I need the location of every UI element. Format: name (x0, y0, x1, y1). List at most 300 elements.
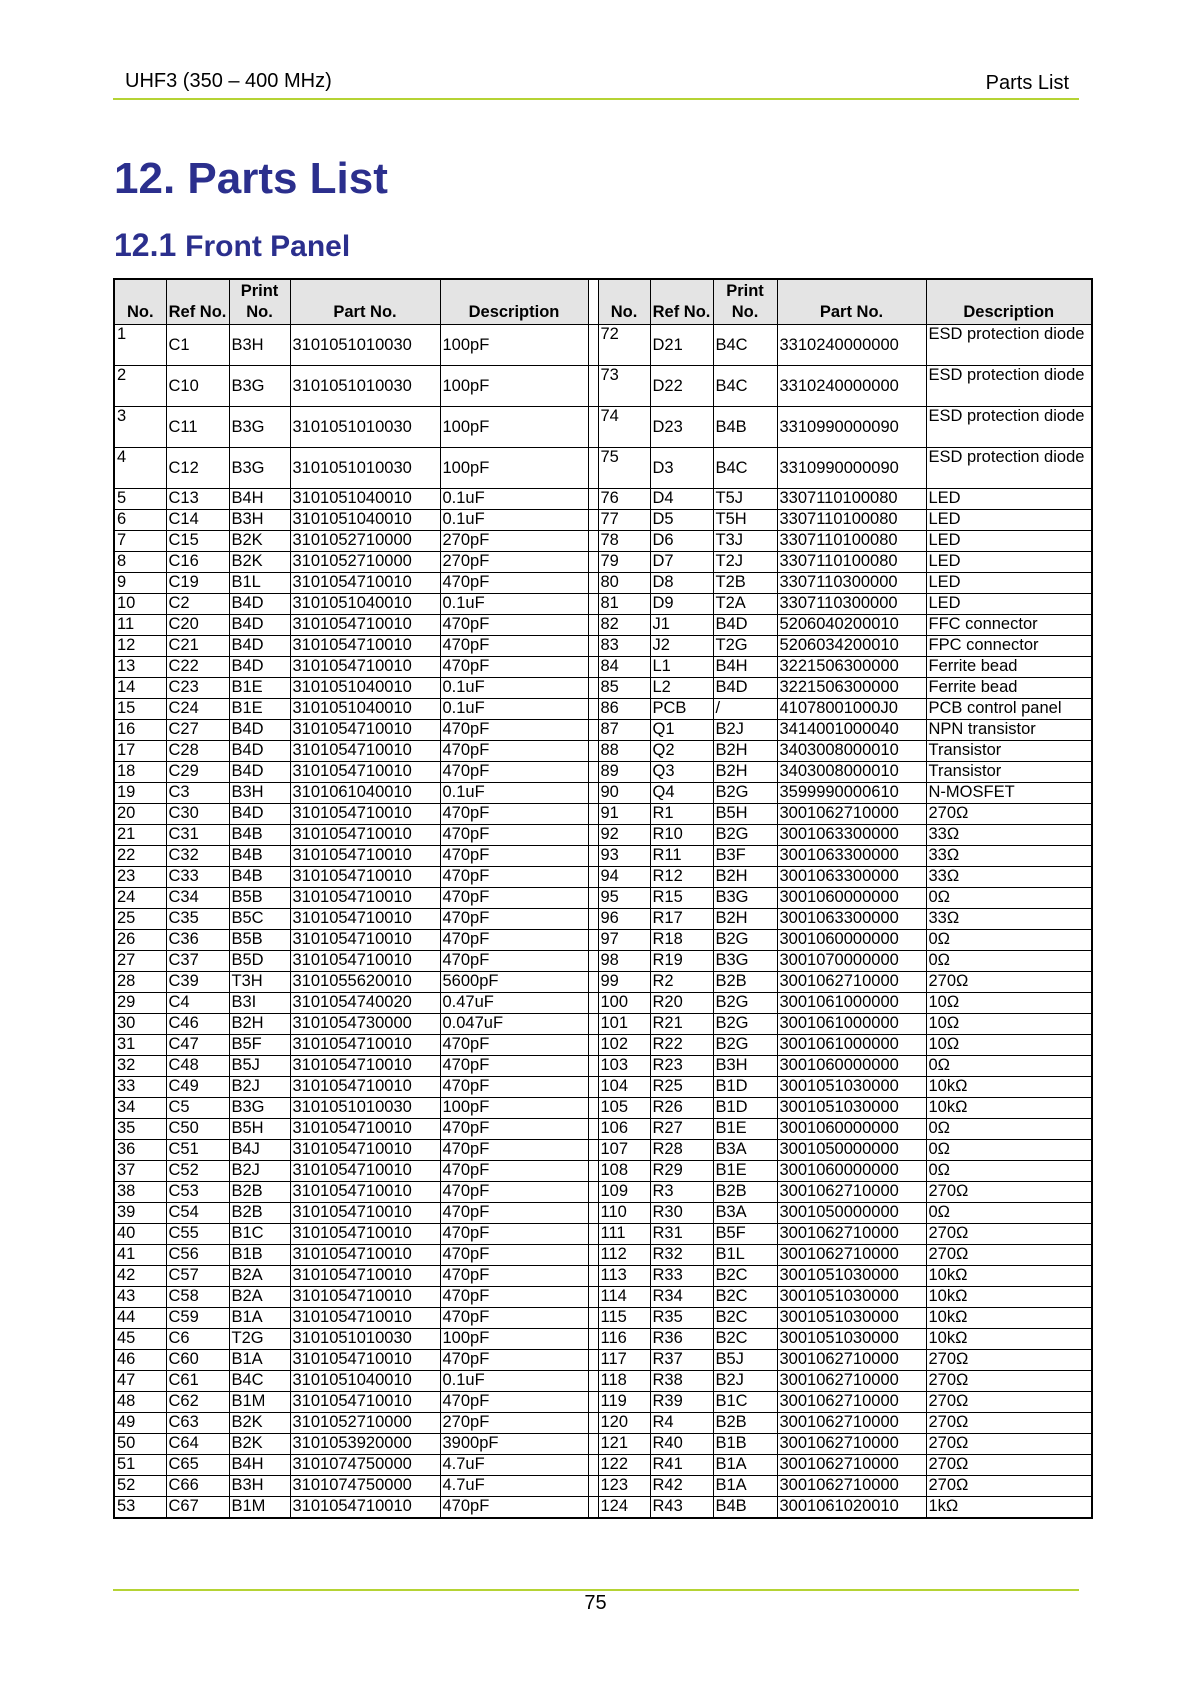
cell-ref-no: C66 (166, 1476, 229, 1497)
cell-description: 0.1uF (440, 699, 588, 720)
cell-part-no: 3001051030000 (777, 1077, 926, 1098)
cell-description: 10kΩ (926, 1329, 1092, 1350)
cell-description: LED (926, 510, 1092, 531)
cell-no: 114 (598, 1287, 650, 1308)
section-title (114, 227, 350, 264)
table-row (114, 1308, 1092, 1329)
cell-part-no: 3001061020010 (777, 1497, 926, 1519)
cell-part-no: 3310240000000 (777, 325, 926, 366)
cell-ref-no: R3 (650, 1182, 713, 1203)
cell-part-no: 3101051010030 (290, 366, 440, 407)
cell-description: 470pF (440, 846, 588, 867)
cell-no: 3 (114, 407, 166, 448)
cell-print-no: B5J (713, 1350, 777, 1371)
column-gap (588, 720, 598, 741)
cell-description: 0Ω (926, 1161, 1092, 1182)
col-header-part-no: Part No. (290, 279, 440, 325)
cell-ref-no: R27 (650, 1119, 713, 1140)
cell-print-no: B1D (713, 1077, 777, 1098)
column-gap (588, 366, 598, 407)
cell-part-no: 3001060000000 (777, 930, 926, 951)
column-gap (588, 1329, 598, 1350)
column-gap (588, 1203, 598, 1224)
cell-part-no: 3101052710000 (290, 552, 440, 573)
table-row (114, 804, 1092, 825)
cell-description: 470pF (440, 1308, 588, 1329)
cell-part-no: 3001063300000 (777, 909, 926, 930)
column-gap (588, 825, 598, 846)
cell-ref-no: C57 (166, 1266, 229, 1287)
cell-part-no: 3101054710010 (290, 1266, 440, 1287)
cell-ref-no: C30 (166, 804, 229, 825)
cell-no: 111 (598, 1224, 650, 1245)
cell-part-no: 3001062710000 (777, 1245, 926, 1266)
cell-print-no: B5H (713, 804, 777, 825)
cell-part-no: 3101051040010 (290, 678, 440, 699)
cell-part-no: 3599990000610 (777, 783, 926, 804)
cell-no: 7 (114, 531, 166, 552)
cell-print-no: B1E (713, 1119, 777, 1140)
table-row (114, 657, 1092, 678)
cell-no: 44 (114, 1308, 166, 1329)
cell-part-no: 3101054710010 (290, 1119, 440, 1140)
cell-ref-no: D22 (650, 366, 713, 407)
cell-description: 33Ω (926, 909, 1092, 930)
cell-no: 115 (598, 1308, 650, 1329)
table-row (114, 930, 1092, 951)
cell-ref-no: C12 (166, 448, 229, 489)
cell-ref-no: C5 (166, 1098, 229, 1119)
cell-print-no: B4B (229, 846, 290, 867)
cell-part-no: 3310990000090 (777, 448, 926, 489)
cell-part-no: 3101054710010 (290, 1077, 440, 1098)
cell-part-no: 3101054710010 (290, 1182, 440, 1203)
cell-ref-no: R17 (650, 909, 713, 930)
cell-no: 15 (114, 699, 166, 720)
cell-print-no: B4D (229, 615, 290, 636)
cell-ref-no: C10 (166, 366, 229, 407)
cell-no: 89 (598, 762, 650, 783)
cell-description: 33Ω (926, 846, 1092, 867)
cell-ref-no: C31 (166, 825, 229, 846)
column-gap (588, 636, 598, 657)
cell-part-no: 3307110100080 (777, 489, 926, 510)
column-gap (588, 993, 598, 1014)
cell-print-no: B2B (229, 1182, 290, 1203)
cell-ref-no: C56 (166, 1245, 229, 1266)
table-row (114, 407, 1092, 448)
cell-description: 470pF (440, 1497, 588, 1519)
cell-description: 470pF (440, 1392, 588, 1413)
cell-ref-no: C11 (166, 407, 229, 448)
cell-part-no: 3221506300000 (777, 657, 926, 678)
cell-description: LED (926, 531, 1092, 552)
column-gap (588, 699, 598, 720)
cell-print-no: B4B (713, 407, 777, 448)
cell-no: 103 (598, 1056, 650, 1077)
cell-no: 108 (598, 1161, 650, 1182)
table-row (114, 720, 1092, 741)
cell-ref-no: R19 (650, 951, 713, 972)
cell-description: 270Ω (926, 972, 1092, 993)
cell-no: 40 (114, 1224, 166, 1245)
cell-no: 45 (114, 1329, 166, 1350)
table-row (114, 448, 1092, 489)
cell-no: 104 (598, 1077, 650, 1098)
cell-ref-no: C46 (166, 1014, 229, 1035)
cell-no: 26 (114, 930, 166, 951)
cell-description: 470pF (440, 951, 588, 972)
cell-print-no: B2H (229, 1014, 290, 1035)
cell-print-no: B2J (713, 720, 777, 741)
cell-part-no: 3001060000000 (777, 888, 926, 909)
cell-no: 35 (114, 1119, 166, 1140)
table-row (114, 1329, 1092, 1350)
cell-ref-no: R36 (650, 1329, 713, 1350)
page-number: 75 (584, 1592, 607, 1614)
page-title: 12. Parts List (114, 154, 388, 203)
column-gap (588, 279, 598, 325)
cell-part-no: 3101052710000 (290, 531, 440, 552)
cell-ref-no: D7 (650, 552, 713, 573)
table-row (114, 1014, 1092, 1035)
cell-part-no: 3403008000010 (777, 762, 926, 783)
column-gap (588, 1308, 598, 1329)
cell-description: NPN transistor (926, 720, 1092, 741)
column-gap (588, 846, 598, 867)
cell-ref-no: R39 (650, 1392, 713, 1413)
cell-ref-no: C28 (166, 741, 229, 762)
table-row (114, 888, 1092, 909)
cell-ref-no: D8 (650, 573, 713, 594)
cell-no: 110 (598, 1203, 650, 1224)
cell-no: 33 (114, 1077, 166, 1098)
cell-ref-no: C27 (166, 720, 229, 741)
cell-no: 94 (598, 867, 650, 888)
cell-description: 470pF (440, 825, 588, 846)
cell-description: 100pF (440, 448, 588, 489)
cell-no: 106 (598, 1119, 650, 1140)
cell-part-no: 3101054710010 (290, 1056, 440, 1077)
cell-description: ESD protection diode (926, 448, 1092, 489)
cell-part-no: 3101054710010 (290, 930, 440, 951)
cell-description: LED (926, 489, 1092, 510)
cell-ref-no: R22 (650, 1035, 713, 1056)
cell-part-no: 3101054710010 (290, 951, 440, 972)
cell-part-no: 3403008000010 (777, 741, 926, 762)
cell-no: 74 (598, 407, 650, 448)
cell-print-no: B4H (229, 1455, 290, 1476)
cell-no: 52 (114, 1476, 166, 1497)
cell-ref-no: J1 (650, 615, 713, 636)
col-header-part-no: Part No. (777, 279, 926, 325)
col-header-ref-no: Ref No. (166, 279, 229, 325)
cell-no: 11 (114, 615, 166, 636)
column-gap (588, 1266, 598, 1287)
cell-print-no: B2B (713, 1182, 777, 1203)
cell-description: 470pF (440, 1203, 588, 1224)
table-row (114, 1266, 1092, 1287)
cell-ref-no: D5 (650, 510, 713, 531)
column-gap (588, 804, 598, 825)
cell-description: N-MOSFET (926, 783, 1092, 804)
cell-no: 96 (598, 909, 650, 930)
cell-print-no: B2G (713, 1035, 777, 1056)
cell-print-no: B1L (229, 573, 290, 594)
cell-description: 0.1uF (440, 1371, 588, 1392)
cell-ref-no: R29 (650, 1161, 713, 1182)
cell-print-no: B2H (713, 867, 777, 888)
cell-no: 76 (598, 489, 650, 510)
cell-description: ESD protection diode (926, 325, 1092, 366)
cell-ref-no: C54 (166, 1203, 229, 1224)
table-row (114, 1413, 1092, 1434)
cell-no: 73 (598, 366, 650, 407)
cell-print-no: B2G (713, 783, 777, 804)
section-number: 12.1 (114, 227, 177, 263)
cell-description: 470pF (440, 741, 588, 762)
cell-print-no: B2B (713, 972, 777, 993)
cell-ref-no: C19 (166, 573, 229, 594)
cell-print-no: / (713, 699, 777, 720)
cell-print-no: B1E (229, 678, 290, 699)
cell-part-no: 3101051010030 (290, 1329, 440, 1350)
column-gap (588, 1035, 598, 1056)
cell-no: 12 (114, 636, 166, 657)
cell-part-no: 3001061000000 (777, 993, 926, 1014)
cell-description: 270pF (440, 552, 588, 573)
header-section: Parts List (985, 72, 1069, 94)
cell-description: 0Ω (926, 951, 1092, 972)
cell-part-no: 5206034200010 (777, 636, 926, 657)
cell-part-no: 3414001000040 (777, 720, 926, 741)
col-header-ref-no: Ref No. (650, 279, 713, 325)
cell-no: 34 (114, 1098, 166, 1119)
cell-no: 91 (598, 804, 650, 825)
table-row (114, 1056, 1092, 1077)
cell-ref-no: C35 (166, 909, 229, 930)
cell-no: 46 (114, 1350, 166, 1371)
cell-part-no: 3221506300000 (777, 678, 926, 699)
cell-description: 470pF (440, 867, 588, 888)
cell-print-no: B3H (229, 783, 290, 804)
cell-ref-no: R1 (650, 804, 713, 825)
cell-print-no: T2G (229, 1329, 290, 1350)
cell-part-no: 3101051010030 (290, 448, 440, 489)
cell-part-no: 3001050000000 (777, 1140, 926, 1161)
table-row (114, 1455, 1092, 1476)
column-gap (588, 657, 598, 678)
table-row (114, 1245, 1092, 1266)
cell-ref-no: C60 (166, 1350, 229, 1371)
cell-description: ESD protection diode (926, 366, 1092, 407)
cell-part-no: 3001062710000 (777, 1455, 926, 1476)
cell-part-no: 3101054730000 (290, 1014, 440, 1035)
cell-description: 470pF (440, 930, 588, 951)
cell-no: 37 (114, 1161, 166, 1182)
cell-no: 1 (114, 325, 166, 366)
cell-description: 3900pF (440, 1434, 588, 1455)
cell-ref-no: C62 (166, 1392, 229, 1413)
cell-ref-no: C52 (166, 1161, 229, 1182)
cell-print-no: B1D (713, 1098, 777, 1119)
cell-no: 43 (114, 1287, 166, 1308)
cell-part-no: 3101051040010 (290, 510, 440, 531)
cell-no: 123 (598, 1476, 650, 1497)
cell-no: 78 (598, 531, 650, 552)
cell-part-no: 3101054710010 (290, 1140, 440, 1161)
column-gap (588, 741, 598, 762)
table-row (114, 1098, 1092, 1119)
cell-part-no: 3001063300000 (777, 825, 926, 846)
cell-no: 28 (114, 972, 166, 993)
column-gap (588, 325, 598, 366)
cell-ref-no: C48 (166, 1056, 229, 1077)
cell-ref-no: C36 (166, 930, 229, 951)
cell-description: 470pF (440, 636, 588, 657)
table-row (114, 741, 1092, 762)
cell-print-no: T3J (713, 531, 777, 552)
cell-part-no: 3101054710010 (290, 1392, 440, 1413)
cell-ref-no: D23 (650, 407, 713, 448)
column-gap (588, 1287, 598, 1308)
cell-description: 10kΩ (926, 1308, 1092, 1329)
cell-print-no: B2J (229, 1161, 290, 1182)
cell-ref-no: R15 (650, 888, 713, 909)
cell-part-no: 3101054710010 (290, 1224, 440, 1245)
cell-part-no: 3310990000090 (777, 407, 926, 448)
cell-description: 0.1uF (440, 678, 588, 699)
table-row (114, 1182, 1092, 1203)
table-row (114, 783, 1092, 804)
cell-part-no: 3101054710010 (290, 1161, 440, 1182)
cell-no: 53 (114, 1497, 166, 1519)
cell-print-no: B4D (229, 762, 290, 783)
cell-no: 10 (114, 594, 166, 615)
table-row (114, 1140, 1092, 1161)
cell-part-no: 3101052710000 (290, 1413, 440, 1434)
column-gap (588, 930, 598, 951)
cell-part-no: 3001061000000 (777, 1014, 926, 1035)
cell-part-no: 3001051030000 (777, 1329, 926, 1350)
cell-description: 470pF (440, 909, 588, 930)
cell-print-no: B2C (713, 1266, 777, 1287)
cell-no: 32 (114, 1056, 166, 1077)
cell-print-no: B1E (229, 699, 290, 720)
cell-part-no: 5206040200010 (777, 615, 926, 636)
cell-no: 107 (598, 1140, 650, 1161)
cell-part-no: 3101051040010 (290, 699, 440, 720)
cell-ref-no: PCB (650, 699, 713, 720)
cell-description: 10kΩ (926, 1287, 1092, 1308)
column-gap (588, 573, 598, 594)
cell-ref-no: C13 (166, 489, 229, 510)
cell-no: 105 (598, 1098, 650, 1119)
cell-description: FFC connector (926, 615, 1092, 636)
cell-ref-no: C16 (166, 552, 229, 573)
cell-print-no: B3I (229, 993, 290, 1014)
cell-description: 270Ω (926, 804, 1092, 825)
cell-ref-no: R43 (650, 1497, 713, 1519)
cell-print-no: B1E (713, 1161, 777, 1182)
cell-ref-no: C58 (166, 1287, 229, 1308)
cell-ref-no: C15 (166, 531, 229, 552)
cell-no: 79 (598, 552, 650, 573)
cell-description: 470pF (440, 1245, 588, 1266)
cell-part-no: 3001062710000 (777, 804, 926, 825)
cell-print-no: B3F (713, 846, 777, 867)
cell-description: 470pF (440, 1266, 588, 1287)
column-gap (588, 407, 598, 448)
cell-print-no: B1B (713, 1434, 777, 1455)
column-gap (588, 1245, 598, 1266)
cell-no: 42 (114, 1266, 166, 1287)
cell-print-no: B4B (713, 1497, 777, 1519)
table-row (114, 951, 1092, 972)
cell-ref-no: C67 (166, 1497, 229, 1519)
cell-print-no: B3G (229, 407, 290, 448)
cell-print-no: B2C (713, 1308, 777, 1329)
column-gap (588, 1182, 598, 1203)
column-gap (588, 1371, 598, 1392)
cell-description: 470pF (440, 657, 588, 678)
cell-part-no: 3101054710010 (290, 867, 440, 888)
cell-ref-no: C4 (166, 993, 229, 1014)
cell-description: 0.1uF (440, 783, 588, 804)
cell-description: 5600pF (440, 972, 588, 993)
cell-print-no: B2H (713, 741, 777, 762)
cell-part-no: 3101051040010 (290, 594, 440, 615)
table-row (114, 1203, 1092, 1224)
cell-part-no: 3001051030000 (777, 1266, 926, 1287)
cell-no: 18 (114, 762, 166, 783)
cell-part-no: 3001050000000 (777, 1203, 926, 1224)
cell-no: 17 (114, 741, 166, 762)
cell-no: 99 (598, 972, 650, 993)
cell-print-no: B4H (713, 657, 777, 678)
cell-description: 100pF (440, 325, 588, 366)
cell-description: 470pF (440, 573, 588, 594)
col-header-no: No. (598, 279, 650, 325)
cell-part-no: 41078001000J0 (777, 699, 926, 720)
table-row (114, 825, 1092, 846)
cell-ref-no: R31 (650, 1224, 713, 1245)
cell-description: 33Ω (926, 825, 1092, 846)
cell-part-no: 3001062710000 (777, 1392, 926, 1413)
cell-no: 101 (598, 1014, 650, 1035)
cell-no: 30 (114, 1014, 166, 1035)
cell-part-no: 3001070000000 (777, 951, 926, 972)
cell-part-no: 3101051010030 (290, 325, 440, 366)
cell-description: 470pF (440, 1035, 588, 1056)
cell-description: LED (926, 594, 1092, 615)
cell-no: 98 (598, 951, 650, 972)
column-gap (588, 1077, 598, 1098)
cell-part-no: 3001051030000 (777, 1308, 926, 1329)
col-header-print-no: Print No. (713, 279, 777, 325)
cell-ref-no: C22 (166, 657, 229, 678)
cell-description: 4.7uF (440, 1476, 588, 1497)
cell-no: 16 (114, 720, 166, 741)
cell-part-no: 3307110300000 (777, 573, 926, 594)
table-row (114, 1392, 1092, 1413)
cell-description: 470pF (440, 1350, 588, 1371)
cell-print-no: B2G (713, 1014, 777, 1035)
cell-description: Ferrite bead (926, 657, 1092, 678)
cell-no: 100 (598, 993, 650, 1014)
cell-no: 113 (598, 1266, 650, 1287)
column-gap (588, 1119, 598, 1140)
